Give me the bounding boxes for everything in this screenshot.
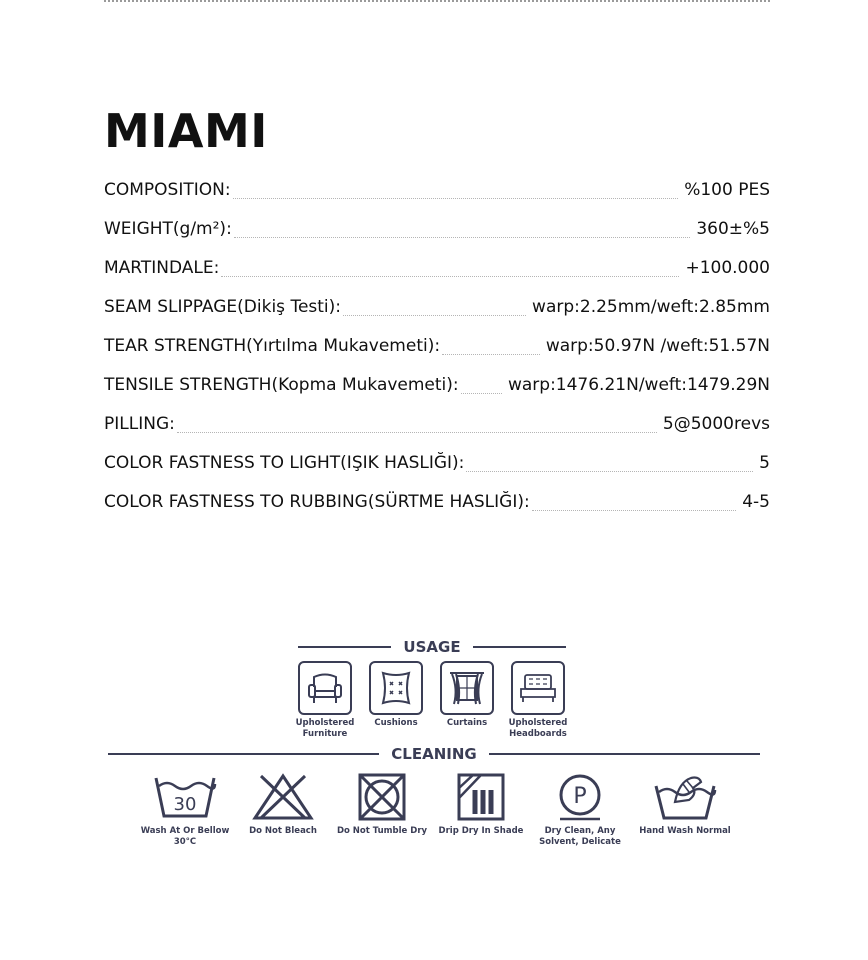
armchair-icon	[298, 661, 352, 715]
product-title: MIAMI	[104, 104, 268, 158]
heading-rule	[298, 646, 391, 648]
cleaning-label: Hand Wash Normal	[639, 826, 731, 836]
spec-row-tear-strength	[104, 336, 770, 375]
heading-rule	[489, 753, 760, 755]
dot-leader	[177, 432, 657, 433]
spec-value: warp:50.97N /weft:51.57N	[545, 336, 770, 356]
top-dotted-rule	[104, 0, 770, 2]
cleaning-item-drip-dry	[431, 772, 531, 837]
spec-value: 4-5	[742, 492, 770, 512]
spec-label: TEAR STRENGTH(Yırtılma Mukavemeti):	[104, 336, 441, 356]
dot-leader	[233, 198, 679, 199]
usage-label: Cushions	[374, 718, 418, 728]
cleaning-item-dry-clean	[530, 772, 630, 848]
usage-item-cushions	[356, 661, 436, 729]
do-not-bleach-icon	[251, 772, 315, 822]
cleaning-item-hand-wash	[635, 772, 735, 837]
usage-item-headboards	[498, 661, 578, 740]
usage-heading	[298, 638, 566, 656]
cleaning-label: Dry Clean, Any Solvent, Delicate	[539, 826, 621, 847]
usage-heading-text: USAGE	[403, 638, 461, 656]
dot-leader	[221, 276, 679, 277]
cleaning-item-no-tumble	[332, 772, 432, 837]
spec-row-martindale	[104, 258, 770, 297]
spec-value: %100 PES	[684, 180, 770, 200]
spec-value: +100.000	[685, 258, 770, 278]
spec-value: 5@5000revs	[662, 414, 770, 434]
spec-value: 5	[759, 453, 770, 473]
spec-label: COLOR FASTNESS TO LIGHT(IŞIK HASLIĞI):	[104, 453, 465, 473]
do-not-tumble-dry-icon	[350, 772, 414, 822]
cleaning-label: Do Not Tumble Dry	[336, 826, 428, 836]
wash-30-icon	[153, 772, 217, 822]
spec-row-light-fastness	[104, 453, 770, 492]
cleaning-label: Wash At Or Bellow 30°C	[140, 826, 230, 847]
spec-row-rubbing-fastness	[104, 492, 770, 531]
headboard-bed-icon	[511, 661, 565, 715]
spec-label: MARTINDALE:	[104, 258, 220, 278]
drip-dry-shade-icon	[449, 772, 513, 822]
heading-rule	[473, 646, 566, 648]
spec-label: TENSILE STRENGTH(Kopma Mukavemeti):	[104, 375, 459, 395]
usage-label: Upholstered Furniture	[295, 718, 355, 739]
spec-row-weight	[104, 219, 770, 258]
usage-item-curtains	[427, 661, 507, 729]
cleaning-label: Drip Dry In Shade	[438, 826, 524, 836]
wash-temp: 30	[173, 794, 197, 815]
spec-row-pilling	[104, 414, 770, 453]
dot-leader	[234, 237, 691, 238]
cleaning-item-no-bleach	[233, 772, 333, 837]
svg-text:P: P	[573, 784, 587, 809]
spec-row-composition	[104, 180, 770, 219]
heading-rule	[108, 753, 379, 755]
spec-row-seam-slippage	[104, 297, 770, 336]
cushions-icon	[369, 661, 423, 715]
dot-leader	[343, 315, 526, 316]
dot-leader	[461, 393, 502, 394]
spec-label: COMPOSITION:	[104, 180, 231, 200]
cleaning-heading	[108, 745, 760, 763]
spec-list	[104, 180, 770, 531]
usage-item-furniture	[285, 661, 365, 740]
dry-clean-p-icon	[548, 772, 612, 822]
spec-value: warp:2.25mm/weft:2.85mm	[532, 297, 770, 317]
spec-label: SEAM SLIPPAGE(Dikiş Testi):	[104, 297, 342, 317]
dot-leader	[466, 471, 753, 472]
cleaning-label: Do Not Bleach	[249, 826, 317, 836]
dot-leader	[442, 354, 540, 355]
spec-value: warp:1476.21N/weft:1479.29N	[507, 375, 770, 395]
usage-label: Upholstered Headboards	[508, 718, 568, 739]
spec-label: PILLING:	[104, 414, 175, 434]
curtains-icon	[440, 661, 494, 715]
usage-label: Curtains	[446, 718, 488, 728]
cleaning-heading-text: CLEANING	[391, 745, 477, 763]
cleaning-item-wash-30	[135, 772, 235, 848]
spec-row-tensile-strength	[104, 375, 770, 414]
spec-label: COLOR FASTNESS TO RUBBING(SÜRTME HASLIĞI):	[104, 492, 530, 512]
hand-wash-icon	[653, 772, 717, 822]
spec-value: 360±%5	[696, 219, 770, 239]
dot-leader	[532, 510, 737, 511]
spec-label: WEIGHT(g/m²):	[104, 219, 232, 239]
